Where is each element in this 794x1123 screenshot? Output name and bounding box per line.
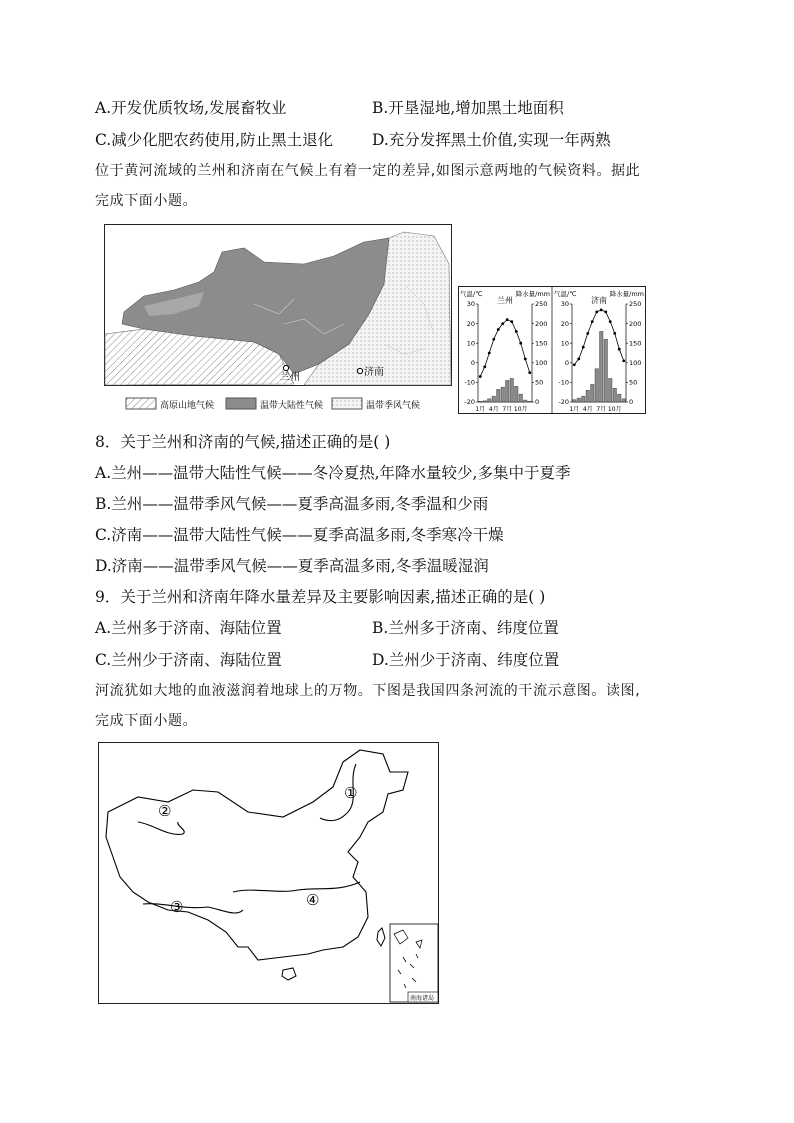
precip-bar [492,396,496,402]
temp-point [622,359,625,362]
precip-bar [497,389,501,402]
temp-tick-label: 20 [466,319,475,328]
chart-title: 济南 [591,296,607,305]
precip-bar [582,396,586,402]
china-rivers-map [98,742,440,1004]
precip-tick-label: 250 [629,300,642,309]
river-marker-4: ④ [306,891,320,909]
temp-point [618,348,621,351]
q9-option-c: C.兰州少于济南、海陆位置 [95,651,282,669]
precip-bar [501,387,505,402]
temp-point [524,357,527,360]
legend-continental: 温带大陆性气候 [260,401,324,411]
precip-bar [519,394,523,402]
temp-point [582,346,585,349]
precip-bar [577,398,581,402]
temp-point [506,318,509,321]
temp-point [604,310,607,313]
temp-point [591,320,594,323]
q9-option-a: A.兰州多于济南、海陆位置 [95,619,282,637]
inset-label: 南海诸岛 [410,995,435,1002]
precip-bar [573,400,577,402]
x-tick-label: 10月 [513,406,528,413]
precip-bar [510,378,514,402]
temp-tick-label: 0 [470,359,475,367]
precip-tick-label: 250 [535,300,548,309]
temp-tick-label: -10 [558,378,569,387]
x-tick-label: 4月 [488,406,499,413]
intro1-line1: 位于黄河流域的兰州和济南在气候上有着一定的差异,如图示意两地的气候资料。据此 [95,163,641,179]
precip-tick-label: 150 [629,339,642,348]
x-tick-label: 1月 [569,406,580,413]
temp-point [497,328,500,331]
precip-bar [506,380,510,402]
x-tick-label: 10月 [607,406,622,413]
river-marker-1: ① [344,784,358,802]
river-marker-2: ② [158,802,172,820]
temp-point [600,308,603,311]
precip-tick-label: 50 [629,378,638,387]
q8-stem: 8．关于兰州和济南的气候,描述正确的是( ) [95,433,391,451]
chart-title: 兰州 [497,296,513,305]
precip-tick-label: 0 [629,398,634,407]
precip-bar [609,378,613,402]
temp-tick-label: -20 [464,398,475,407]
chart-right-axis-label: 降水量/mm [609,290,644,298]
q9-stem: 9．关于兰州和济南年降水量差异及主要影响因素,描述正确的是( ) [95,588,546,606]
precip-bar [488,399,492,402]
temp-point [488,352,491,355]
q8-option-b: B.兰州——温带季风气候——夏季高温多雨,冬季温和少雨 [95,495,489,513]
legend-plateau: 高原山地气候 [160,401,215,411]
precip-bar [528,401,532,402]
precip-tick-label: 100 [629,359,642,367]
temp-tick-label: -20 [558,398,569,407]
precip-bar [600,331,604,402]
temp-tick-label: -10 [464,378,475,387]
map-label-lanzhou: 兰州 [280,372,300,383]
chart-left-axis-label: 气温/℃ [460,290,483,298]
climate-charts [458,286,646,414]
temp-point [586,332,589,335]
precip-tick-label: 200 [535,319,548,328]
temp-point [479,375,482,378]
precip-bar [604,339,608,402]
precip-bar [622,399,626,402]
q9-option-d: D.兰州少于济南、纬度位置 [372,651,560,669]
temp-tick-label: 30 [560,300,569,309]
temp-point [609,320,612,323]
intro2-line2: 完成下面小题。 [95,713,198,729]
legend-monsoon: 温带季风气候 [366,401,421,411]
chart-left-axis-label: 气温/℃ [554,290,577,298]
temp-tick-label: 0 [564,359,569,367]
q7-option-c: C.减少化肥农药使用,防止黑土退化 [95,131,334,149]
map-label-jinan: 济南 [364,367,384,378]
chart-right-axis-label: 降水量/mm [515,290,550,298]
precip-bar [515,386,519,402]
q9-option-b: B.兰州多于济南、纬度位置 [372,619,559,637]
x-tick-label: 1月 [475,406,486,413]
temp-point [501,322,504,325]
precip-tick-label: 50 [535,378,544,387]
precip-tick-label: 0 [535,398,540,407]
q7-option-a: A.开发优质牧场,发展畜牧业 [95,99,287,117]
precip-tick-label: 150 [535,339,548,348]
climate-region-map [104,224,452,414]
x-tick-label: 4月 [582,406,593,413]
temp-point [492,338,495,341]
temp-point [510,320,513,323]
river-marker-3: ③ [170,898,184,916]
temp-tick-label: 10 [560,339,569,348]
temp-point [515,330,518,333]
precip-bar [479,401,483,402]
q7-option-d: D.充分发挥黑土价值,实现一年两熟 [372,131,611,149]
x-tick-label: 7月 [596,406,607,413]
temp-point [483,365,486,368]
precip-bar [595,369,599,402]
precip-bar [613,388,617,402]
precip-tick-label: 200 [629,319,642,328]
temp-tick-label: 10 [466,339,475,348]
temp-point [613,332,616,335]
temp-tick-label: 20 [560,319,569,328]
precip-bar [524,400,528,402]
precip-bar [586,390,590,402]
temp-point [573,363,576,366]
intro2-line1: 河流犹如大地的血液滋润着地球上的万物。下图是我国四条河流的干流示意图。读图, [95,683,641,699]
temp-point [595,310,598,313]
temp-point [519,342,522,345]
precip-bar [483,401,487,402]
temp-point [528,371,531,374]
intro1-line2: 完成下面小题。 [95,193,198,209]
temp-tick-label: 30 [466,300,475,309]
precip-bar [618,394,622,402]
x-tick-label: 7月 [502,406,513,413]
q8-option-c: C.济南——温带大陆性气候——夏季高温多雨,冬季寒冷干燥 [95,526,504,544]
precip-tick-label: 100 [535,359,548,367]
precip-bar [591,384,595,402]
q8-option-a: A.兰州——温带大陆性气候——冬冷夏热,年降水量较少,多集中于夏季 [95,464,571,482]
temp-point [577,357,580,360]
q8-option-d: D.济南——温带季风气候——夏季高温多雨,冬季温暖湿润 [95,557,489,575]
q7-option-b: B.开垦湿地,增加黑土地面积 [372,99,564,117]
